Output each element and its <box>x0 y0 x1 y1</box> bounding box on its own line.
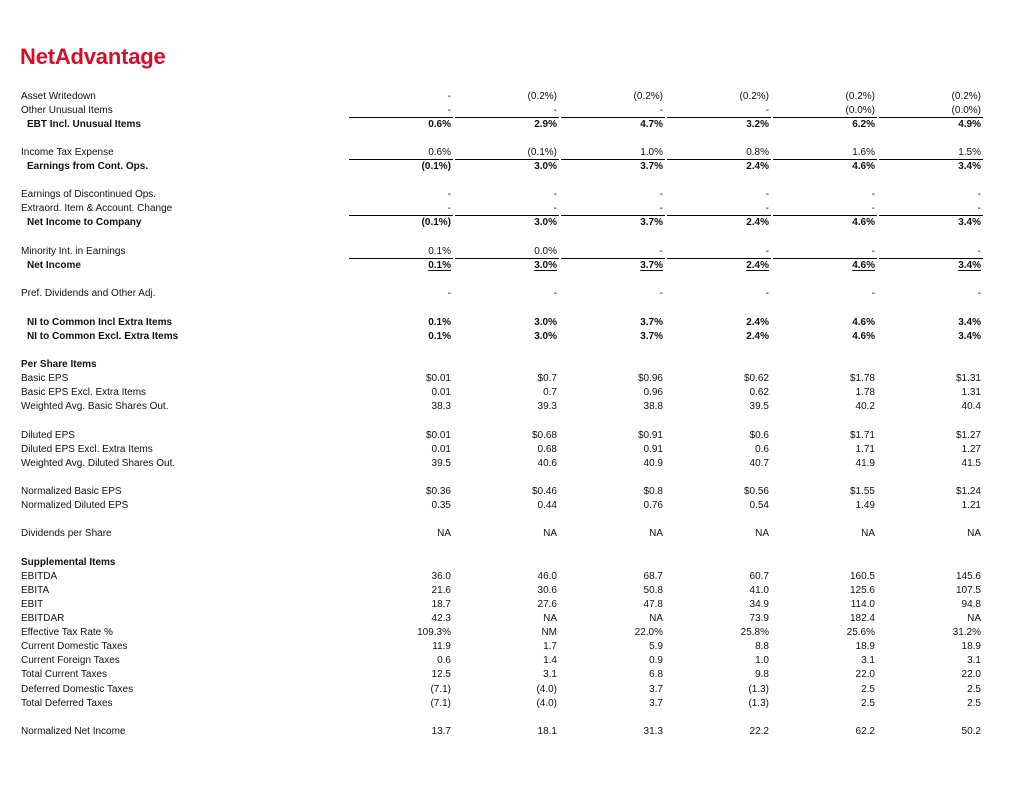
row-value: 3.2% <box>746 119 769 130</box>
table-row <box>0 429 1024 443</box>
row-value: 0.6 <box>437 655 451 666</box>
row-value: 3.7% <box>640 260 663 271</box>
row-value: 4.7% <box>640 119 663 130</box>
row-value: 4.6% <box>852 217 875 228</box>
row-value: - <box>871 246 875 257</box>
row-value: $0.6 <box>749 430 769 441</box>
row-value: 3.7% <box>640 161 663 172</box>
row-value: 2.5 <box>861 684 875 695</box>
row-value: - <box>871 288 875 299</box>
row-value: 22.2 <box>749 726 769 737</box>
table-row <box>0 556 1024 570</box>
table-row <box>0 118 1024 132</box>
row-value: - <box>765 105 769 116</box>
row-value: (0.2%) <box>527 91 557 102</box>
row-value: - <box>977 246 981 257</box>
row-value: 2.4% <box>746 217 769 228</box>
row-value: $0.01 <box>425 430 451 441</box>
row-value: - <box>447 203 451 214</box>
row-value: 109.3% <box>417 627 451 638</box>
table-row <box>0 90 1024 104</box>
row-value: - <box>553 288 557 299</box>
table-row <box>0 612 1024 626</box>
row-value: 3.0% <box>534 260 557 271</box>
table-row <box>0 316 1024 330</box>
row-value: 1.71 <box>855 444 875 455</box>
table-row <box>0 668 1024 682</box>
row-value: 0.1% <box>428 317 451 328</box>
row-value: $1.27 <box>955 430 981 441</box>
row-value: 0.76 <box>643 500 663 511</box>
row-value: 50.2 <box>961 726 981 737</box>
row-value: 3.1 <box>967 655 981 666</box>
row-value: - <box>659 105 663 116</box>
table-row <box>0 443 1024 457</box>
row-value: (7.1) <box>430 698 451 709</box>
row-value: 2.5 <box>967 698 981 709</box>
row-value: $1.71 <box>849 430 875 441</box>
row-value: 42.3 <box>431 613 451 624</box>
row-value: - <box>977 203 981 214</box>
row-value: 0.68 <box>537 444 557 455</box>
row-value: $0.68 <box>531 430 557 441</box>
row-value: 3.7 <box>649 684 663 695</box>
row-value: $1.55 <box>849 486 875 497</box>
row-value: (1.3) <box>748 698 769 709</box>
row-value: 12.5 <box>431 669 451 680</box>
row-value: - <box>659 288 663 299</box>
row-value: 3.0% <box>534 217 557 228</box>
row-value: 18.7 <box>431 599 451 610</box>
row-value: 4.6% <box>852 331 875 342</box>
row-value: NA <box>755 528 769 539</box>
row-value: NA <box>543 528 557 539</box>
row-value: 4.6% <box>852 161 875 172</box>
row-label: Total Current Taxes <box>21 669 107 680</box>
row-value: - <box>871 189 875 200</box>
row-value: 1.78 <box>855 387 875 398</box>
row-value: 1.27 <box>961 444 981 455</box>
row-value: $0.62 <box>743 373 769 384</box>
row-label: Basic EPS <box>21 373 69 384</box>
row-value: 39.3 <box>537 401 557 412</box>
brand-logo: NetAdvantage <box>20 44 166 69</box>
row-value: - <box>977 288 981 299</box>
row-value: NA <box>967 613 981 624</box>
row-value: 13.7 <box>431 726 451 737</box>
row-value: 3.0% <box>534 331 557 342</box>
row-value: 2.9% <box>534 119 557 130</box>
row-label: Current Domestic Taxes <box>21 641 128 652</box>
row-value: 40.4 <box>961 401 981 412</box>
row-value: 22.0 <box>961 669 981 680</box>
row-value: 160.5 <box>849 571 875 582</box>
row-label: Normalized Basic EPS <box>21 486 122 497</box>
row-value: 1.7 <box>543 641 557 652</box>
row-value: 50.8 <box>643 585 663 596</box>
row-value: - <box>765 246 769 257</box>
row-value: 46.0 <box>537 571 557 582</box>
row-value: 68.7 <box>643 571 663 582</box>
table-row <box>0 725 1024 739</box>
row-value: 3.7% <box>640 331 663 342</box>
row-value: 39.5 <box>749 401 769 412</box>
row-label: Pref. Dividends and Other Adj. <box>21 288 156 299</box>
row-value: - <box>553 203 557 214</box>
table-row <box>0 457 1024 471</box>
table-row <box>0 570 1024 584</box>
row-value: 0.35 <box>431 500 451 511</box>
row-value: 0.96 <box>643 387 663 398</box>
row-label: Weighted Avg. Basic Shares Out. <box>21 401 169 412</box>
row-value: 38.8 <box>643 401 663 412</box>
row-value: NA <box>649 613 663 624</box>
table-row <box>0 287 1024 301</box>
row-label: Minority Int. in Earnings <box>21 246 126 257</box>
row-value: 182.4 <box>849 613 875 624</box>
row-label: Extraord. Item & Account. Change <box>21 203 173 214</box>
row-value: $0.8 <box>643 486 663 497</box>
table-row <box>0 640 1024 654</box>
row-label: Weighted Avg. Diluted Shares Out. <box>21 458 176 469</box>
row-value: - <box>659 189 663 200</box>
table-row <box>0 485 1024 499</box>
row-value: $1.31 <box>955 373 981 384</box>
row-value: 1.4 <box>543 655 557 666</box>
row-value: 25.6% <box>846 627 875 638</box>
row-value: 27.6 <box>537 599 557 610</box>
row-value: 0.1% <box>428 260 451 271</box>
row-value: 0.1% <box>428 331 451 342</box>
row-value: 1.0% <box>640 147 663 158</box>
row-value: - <box>447 288 451 299</box>
row-value: 3.4% <box>958 161 981 172</box>
row-value: 2.5 <box>861 698 875 709</box>
row-value: 3.1 <box>861 655 875 666</box>
row-value: 2.4% <box>746 161 769 172</box>
row-value: NA <box>437 528 451 539</box>
row-label: Total Deferred Taxes <box>21 698 113 709</box>
row-value: NA <box>861 528 875 539</box>
row-value: 145.6 <box>955 571 981 582</box>
row-value: - <box>871 203 875 214</box>
row-value: 0.44 <box>537 500 557 511</box>
row-value: 0.7 <box>543 387 557 398</box>
row-value: 9.8 <box>755 669 769 680</box>
row-label: Net Income to Company <box>27 217 142 228</box>
row-value: 1.0 <box>755 655 769 666</box>
row-value: (4.0) <box>536 684 557 695</box>
row-label: EBT Incl. Unusual Items <box>27 119 141 130</box>
row-value: - <box>659 246 663 257</box>
row-value: $0.56 <box>743 486 769 497</box>
row-label: EBITDAR <box>21 613 65 624</box>
table-row <box>0 372 1024 386</box>
row-value: - <box>765 203 769 214</box>
row-value: 0.9 <box>649 655 663 666</box>
row-value: 1.5% <box>958 147 981 158</box>
table-row <box>0 400 1024 414</box>
row-value: 3.7% <box>640 317 663 328</box>
row-value: 11.9 <box>432 641 451 652</box>
row-value: 25.8% <box>740 627 769 638</box>
row-value: $0.91 <box>637 430 663 441</box>
row-label: Per Share Items <box>21 359 97 370</box>
row-value: 62.2 <box>855 726 875 737</box>
row-value: 3.4% <box>958 317 981 328</box>
row-value: 2.4% <box>746 260 769 271</box>
row-value: 39.5 <box>431 458 451 469</box>
row-value: (4.0) <box>536 698 557 709</box>
row-value: 107.5 <box>955 585 981 596</box>
row-value: 34.9 <box>749 599 769 610</box>
row-value: $0.36 <box>425 486 451 497</box>
row-value: (1.3) <box>748 684 769 695</box>
row-label: EBIT <box>21 599 44 610</box>
row-label: Dividends per Share <box>21 528 112 539</box>
row-value: 30.6 <box>537 585 557 596</box>
row-value: 94.8 <box>961 599 981 610</box>
row-label: Diluted EPS Excl. Extra Items <box>21 444 153 455</box>
row-label: Deferred Domestic Taxes <box>21 684 134 695</box>
row-value: - <box>553 189 557 200</box>
table-row <box>0 202 1024 216</box>
table-row <box>0 358 1024 372</box>
row-value: (7.1) <box>430 684 451 695</box>
row-value: 36.0 <box>431 571 451 582</box>
table-row <box>0 245 1024 259</box>
row-value: 22.0% <box>634 627 663 638</box>
row-value: 3.4% <box>958 260 981 271</box>
table-row <box>0 584 1024 598</box>
row-value: NA <box>649 528 663 539</box>
row-label: NI to Common Incl Extra Items <box>27 317 173 328</box>
table-row <box>0 160 1024 174</box>
row-value: 21.6 <box>431 585 451 596</box>
row-value: 38.3 <box>431 401 451 412</box>
row-value: - <box>553 105 557 116</box>
row-value: 18.9 <box>961 641 981 652</box>
row-value: 1.49 <box>855 500 875 511</box>
row-value: 0.62 <box>749 387 769 398</box>
row-value: 0.01 <box>431 387 451 398</box>
row-value: 40.2 <box>855 401 875 412</box>
row-value: - <box>977 189 981 200</box>
row-label: Earnings from Cont. Ops. <box>27 161 149 172</box>
row-value: 3.0% <box>534 317 557 328</box>
table-row <box>0 188 1024 202</box>
row-value: 4.9% <box>958 119 981 130</box>
row-value: 2.4% <box>746 331 769 342</box>
row-label: Income Tax Expense <box>21 147 114 158</box>
row-value: 0.54 <box>749 500 769 511</box>
row-value: - <box>447 189 451 200</box>
row-value: 125.6 <box>849 585 875 596</box>
row-value: - <box>765 189 769 200</box>
table-row <box>0 683 1024 697</box>
row-label: Effective Tax Rate % <box>21 627 113 638</box>
row-value: 1.21 <box>961 500 981 511</box>
row-value: 3.7% <box>640 217 663 228</box>
row-label: Earnings of Discontinued Ops. <box>21 189 157 200</box>
row-value: 0.1% <box>428 246 451 257</box>
row-value: 0.01 <box>431 444 451 455</box>
table-row <box>0 654 1024 668</box>
row-value: 0.6 <box>755 444 769 455</box>
row-value: 114.0 <box>850 599 875 610</box>
row-value: $0.7 <box>537 373 557 384</box>
row-value: 0.0% <box>534 246 557 257</box>
table-row <box>0 146 1024 160</box>
table-row <box>0 104 1024 118</box>
row-value: 31.3 <box>643 726 663 737</box>
row-value: 2.5 <box>967 684 981 695</box>
table-row <box>0 527 1024 541</box>
row-value: (0.1%) <box>527 147 557 158</box>
row-value: 4.6% <box>852 260 875 271</box>
table-row <box>0 216 1024 230</box>
row-value: (0.1%) <box>421 217 451 228</box>
table-row <box>0 626 1024 640</box>
row-label: EBITA <box>21 585 50 596</box>
row-value: 41.0 <box>749 585 769 596</box>
row-value: (0.0%) <box>951 105 981 116</box>
table-row <box>0 330 1024 344</box>
row-value: 47.8 <box>643 599 663 610</box>
row-value: 3.4% <box>958 217 981 228</box>
row-value: $0.96 <box>637 373 663 384</box>
table-row <box>0 499 1024 513</box>
row-label: Basic EPS Excl. Extra Items <box>21 387 147 398</box>
row-value: (0.2%) <box>739 91 769 102</box>
row-value: 8.8 <box>755 641 769 652</box>
row-value: 0.8% <box>746 147 769 158</box>
row-value: 31.2% <box>952 627 981 638</box>
row-value: NM <box>541 627 557 638</box>
row-label: Net Income <box>27 260 81 271</box>
row-value: 18.1 <box>537 726 557 737</box>
row-value: 41.9 <box>855 458 875 469</box>
row-value: 0.6% <box>428 119 451 130</box>
row-label: Current Foreign Taxes <box>21 655 120 666</box>
row-value: 0.91 <box>643 444 663 455</box>
row-value: 5.9 <box>649 641 663 652</box>
row-value: 41.5 <box>961 458 981 469</box>
row-value: 2.4% <box>746 317 769 328</box>
row-label: Asset Writedown <box>21 91 96 102</box>
row-value: 73.9 <box>749 613 769 624</box>
row-value: (0.2%) <box>951 91 981 102</box>
row-value: 22.0 <box>855 669 875 680</box>
row-value: - <box>447 91 451 102</box>
row-value: - <box>447 105 451 116</box>
row-value: 6.8 <box>649 669 663 680</box>
row-value: $1.24 <box>955 486 981 497</box>
table-row <box>0 598 1024 612</box>
row-value: (0.1%) <box>421 161 451 172</box>
row-value: 40.7 <box>749 458 769 469</box>
row-label: Supplemental Items <box>21 557 116 568</box>
row-value: 1.31 <box>961 387 981 398</box>
table-row <box>0 386 1024 400</box>
row-value: 3.7 <box>649 698 663 709</box>
row-value: 40.6 <box>537 458 557 469</box>
row-value: 18.9 <box>855 641 875 652</box>
row-value: NA <box>543 613 557 624</box>
table-row <box>0 259 1024 273</box>
row-value: - <box>659 203 663 214</box>
row-value: - <box>765 288 769 299</box>
row-value: 1.6% <box>852 147 875 158</box>
row-label: EBITDA <box>21 571 58 582</box>
row-value: 4.6% <box>852 317 875 328</box>
row-value: (0.0%) <box>845 105 875 116</box>
row-label: Diluted EPS <box>21 430 75 441</box>
row-value: 6.2% <box>852 119 875 130</box>
row-value: (0.2%) <box>845 91 875 102</box>
row-label: Other Unusual Items <box>21 105 113 116</box>
row-value: $1.78 <box>849 373 875 384</box>
row-value: NA <box>967 528 981 539</box>
row-value: 3.1 <box>543 669 557 680</box>
row-value: $0.01 <box>425 373 451 384</box>
row-label: NI to Common Excl. Extra Items <box>27 331 179 342</box>
row-value: (0.2%) <box>633 91 663 102</box>
row-value: 40.9 <box>643 458 663 469</box>
row-value: 0.6% <box>428 147 451 158</box>
row-value: 3.4% <box>958 331 981 342</box>
row-value: 60.7 <box>749 571 769 582</box>
row-value: 3.0% <box>534 161 557 172</box>
row-value: $0.46 <box>531 486 557 497</box>
table-row <box>0 697 1024 711</box>
row-label: Normalized Diluted EPS <box>21 500 129 511</box>
row-label: Normalized Net Income <box>21 726 126 737</box>
